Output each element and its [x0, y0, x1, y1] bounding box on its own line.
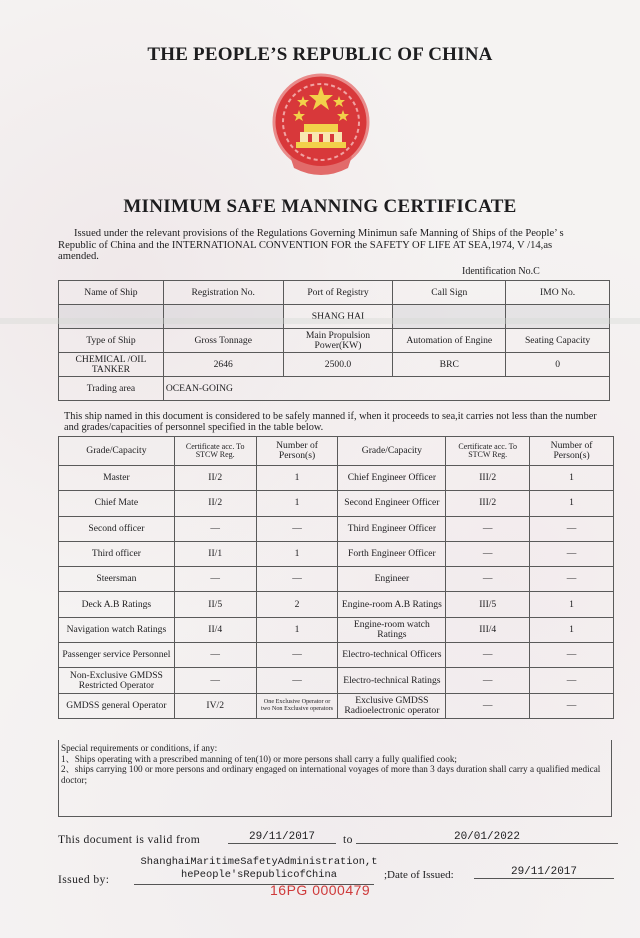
- valid-from-date: 29/11/2017: [228, 831, 336, 844]
- ship-particulars-table: [58, 280, 610, 401]
- authority-line: hePeople'sRepublicofChina: [181, 869, 337, 881]
- grade-table-row: [59, 466, 614, 491]
- manning-grade-table: [58, 436, 614, 719]
- ship-name-value: [59, 305, 164, 329]
- grade-table-cell: Electro-technical Ratings: [338, 668, 446, 693]
- grade-table-cell: II/1: [174, 541, 256, 566]
- issuing-authority: [138, 856, 380, 882]
- grade-table-cell: 1: [256, 617, 338, 642]
- grade-table-cell: Navigation watch Ratings: [59, 617, 175, 642]
- ship-header-cell: Type of Ship: [59, 329, 164, 353]
- grade-table-cell: 1: [256, 541, 338, 566]
- grade-table-cell: One Exclusive Operator or two Non Exclusive operators: [256, 693, 338, 718]
- grade-table-cell: Electro-technical Officers: [338, 643, 446, 668]
- certificate-title: MINIMUM SAFE MANNING CERTIFICATE: [123, 196, 517, 217]
- grade-table-cell: Engine-room A.B Ratings: [338, 592, 446, 617]
- trading-area-label: Trading area: [59, 377, 164, 401]
- grade-table-cell: —: [256, 516, 338, 541]
- grade-table-cell: III/2: [446, 466, 530, 491]
- date-of-issue-label: ;Date of Issued:: [384, 869, 454, 881]
- ship-header-cell: Name of Ship: [59, 281, 164, 305]
- grade-table-cell: —: [530, 668, 614, 693]
- grade-table-cell: 1: [530, 491, 614, 516]
- grade-table-cell: Second Engineer Officer: [338, 491, 446, 516]
- grade-table-cell: —: [256, 567, 338, 592]
- grade-table-cell: III/5: [446, 592, 530, 617]
- intro-text: Issued under the relevant provisions of the Regulations Governing Minimun safe Manning of Ships of the People’ s Republic of China and the INTERNATIONAL CONVENTION FOR the SAFETY OF LIFE AT SEA,1974, V /14,as amended.: [58, 228, 564, 262]
- grade-table-cell: —: [530, 693, 614, 718]
- grade-table-row: [59, 643, 614, 668]
- grade-table-cell: —: [530, 541, 614, 566]
- ship-header-cell: Gross Tonnage: [163, 329, 283, 353]
- special-requirement-item: 1、Ships operating with a prescribed manning of ten(10) or more persons shall carry a fully qualified cook;: [61, 753, 457, 764]
- ship-value-row-2: [59, 353, 610, 377]
- serial-number-stamp: 16PG 0000479: [270, 882, 371, 898]
- grade-table-cell: IV/2: [174, 693, 256, 718]
- grade-table-cell: Chief Engineer Officer: [338, 466, 446, 491]
- grade-table-cell: —: [530, 516, 614, 541]
- grade-table-cell: Deck A.B Ratings: [59, 592, 175, 617]
- grade-table-cell: —: [174, 567, 256, 592]
- grade-header-cell: Number of Person(s): [530, 437, 614, 466]
- gross-tonnage-value: 2646: [163, 353, 283, 377]
- grade-table-cell: —: [256, 643, 338, 668]
- ship-header-cell: Main Propulsion Power(KW): [283, 329, 393, 353]
- grade-table-cell: —: [446, 541, 530, 566]
- ship-header-cell: IMO No.: [506, 281, 610, 305]
- imo-no-value: [506, 305, 610, 329]
- grade-table-cell: 2: [256, 592, 338, 617]
- grade-table-cell: Steersman: [59, 567, 175, 592]
- grade-table-cell: II/4: [174, 617, 256, 642]
- ship-header-cell: Automation of Engine: [393, 329, 506, 353]
- ship-header-cell: Port of Registry: [283, 281, 393, 305]
- grade-table-cell: Chief Mate: [59, 491, 175, 516]
- ship-header-row-2: [59, 329, 610, 353]
- grade-table-row: [59, 668, 614, 693]
- ship-header-cell: Seating Capacity: [506, 329, 610, 353]
- grade-table-cell: II/5: [174, 592, 256, 617]
- grade-table-cell: 1: [530, 617, 614, 642]
- grade-table-row: [59, 567, 614, 592]
- grade-table-cell: Third officer: [59, 541, 175, 566]
- grade-table-row: [59, 541, 614, 566]
- grade-table-cell: Forth Engineer Officer: [338, 541, 446, 566]
- trading-area-row: [59, 377, 610, 401]
- manning-statement: This ship named in this document is considered to be safely manned if, when it proceeds to sea,it carries not less than the number and grades/capacities of personnel specified in the table below.: [64, 411, 597, 433]
- grade-table-cell: —: [256, 668, 338, 693]
- ship-header-row-1: [59, 281, 610, 305]
- grade-table-cell: —: [446, 643, 530, 668]
- special-requirements-title: Special requirements or conditions, if any:: [61, 743, 218, 753]
- ship-header-cell: Registration No.: [163, 281, 283, 305]
- grade-table-body: [59, 466, 614, 719]
- grade-table-cell: 1: [530, 466, 614, 491]
- grade-table-row: [59, 491, 614, 516]
- grade-table-cell: III/2: [446, 491, 530, 516]
- grade-table-cell: 1: [530, 592, 614, 617]
- special-requirement-item: 2、ships carrying 100 or more persons and ordinary engaged on international voyages of more than 3 days duration shall carry a qualified medical doctor;: [61, 764, 601, 785]
- grade-table-cell: Third Engineer Officer: [338, 516, 446, 541]
- grade-table-cell: —: [530, 643, 614, 668]
- date-of-issue-value: 29/11/2017: [474, 866, 614, 879]
- grade-table-row: [59, 592, 614, 617]
- grade-header-cell: Number of Person(s): [256, 437, 338, 466]
- special-requirements-box: [58, 740, 612, 817]
- validity-label: This document is valid from: [58, 833, 201, 846]
- seating-capacity-value: 0: [506, 353, 610, 377]
- grade-table-cell: Non-Exclusive GMDSS Restricted Operator: [59, 668, 175, 693]
- grade-table-cell: 1: [256, 466, 338, 491]
- grade-table-cell: GMDSS general Operator: [59, 693, 175, 718]
- ship-type-value: CHEMICAL /OIL TANKER: [59, 353, 164, 377]
- national-emblem-icon: [270, 72, 372, 180]
- grade-table-row: [59, 693, 614, 718]
- grade-header-cell: Certificate acc. To STCW Reg.: [174, 437, 256, 466]
- trading-area-value: OCEAN-GOING: [163, 377, 609, 401]
- grade-table-cell: Engineer: [338, 567, 446, 592]
- grade-table-cell: —: [174, 668, 256, 693]
- valid-to-date: 20/01/2022: [356, 831, 618, 844]
- engine-automation-value: BRC: [393, 353, 506, 377]
- grade-table-cell: —: [174, 516, 256, 541]
- grade-header-cell: Grade/Capacity: [338, 437, 446, 466]
- country-title: THE PEOPLE’S REPUBLIC OF CHINA: [147, 44, 493, 65]
- grade-table-cell: Master: [59, 466, 175, 491]
- grade-table-cell: Exclusive GMDSS Radioelectronic operator: [338, 693, 446, 718]
- grade-table-cell: Passenger service Personnel: [59, 643, 175, 668]
- grade-table-cell: Engine-room watch Ratings: [338, 617, 446, 642]
- grade-header-cell: Grade/Capacity: [59, 437, 175, 466]
- grade-table-cell: II/2: [174, 466, 256, 491]
- grade-table-cell: III/4: [446, 617, 530, 642]
- grade-table-cell: —: [446, 567, 530, 592]
- ship-value-row-1: [59, 305, 610, 329]
- grade-table-cell: —: [446, 693, 530, 718]
- call-sign-value: [393, 305, 506, 329]
- grade-table-row: [59, 617, 614, 642]
- grade-table-cell: —: [174, 643, 256, 668]
- ship-header-cell: Call Sign: [393, 281, 506, 305]
- grade-table-cell: Second officer: [59, 516, 175, 541]
- grade-table-row: [59, 516, 614, 541]
- grade-table-header-row: [59, 437, 614, 466]
- issued-by-label: Issued by:: [58, 873, 110, 886]
- identification-label: Identification No.C: [462, 266, 540, 277]
- grade-table-cell: —: [530, 567, 614, 592]
- grade-table-cell: II/2: [174, 491, 256, 516]
- grade-table-cell: —: [446, 668, 530, 693]
- grade-header-cell: Certificate acc. To STCW Reg.: [446, 437, 530, 466]
- validity-to-label: to: [343, 833, 353, 846]
- authority-line: ShanghaiMaritimeSafetyAdministration,t: [140, 856, 378, 868]
- port-of-registry-value: SHANG HAI: [283, 305, 393, 329]
- grade-table-cell: —: [446, 516, 530, 541]
- glare-band: [0, 318, 640, 324]
- propulsion-power-value: 2500.0: [283, 353, 393, 377]
- registration-no-value: [163, 305, 283, 329]
- grade-table-cell: 1: [256, 491, 338, 516]
